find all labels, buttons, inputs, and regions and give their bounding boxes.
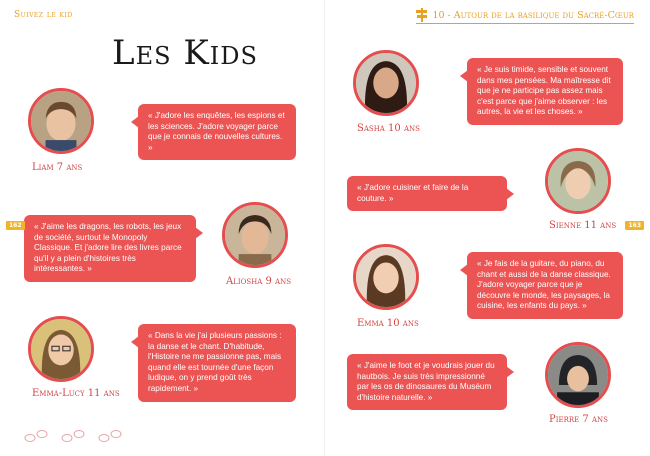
kid-photo-sasha [353, 50, 419, 116]
kid-portrait-icon [356, 247, 416, 307]
kid-photo-liam [28, 88, 94, 154]
quote-bubble: « J'adore cuisiner et faire de la couture. » [347, 176, 507, 211]
page-number: 162 [6, 221, 25, 230]
kid-portrait-icon [548, 345, 608, 405]
footprint-icon [22, 428, 50, 444]
kid-photo-emma-lucy [28, 316, 94, 382]
route-title: 10 - Autour de la basilique du Sacré-Cœur [432, 9, 634, 21]
kid-name: Liam 7 ans [32, 162, 83, 173]
kid-portrait-icon [225, 205, 285, 265]
kid-portrait-icon [548, 151, 608, 211]
quote-bubble: « Dans la vie j'ai plusieurs passions : la danse et le chant. D'habitude, l'Histoire ne me passionne pas, mais quand elle est tournée d'une façon ludique, on y prend goût très rapidement. » [138, 324, 296, 402]
kid-photo-aliosha [222, 202, 288, 268]
quote-bubble: « J'aime les dragons, les robots, les jeux de société, surtout le Monopoly Classique. Et j'adore lire des livres parce qu'il y a plein d'histoires très intéressantes. » [24, 215, 196, 282]
right-page [325, 0, 650, 456]
section-header: Suivez le kid [14, 10, 73, 20]
kid-photo-emma [353, 244, 419, 310]
quote-bubble: « Je suis timide, sensible et souvent dans mes pensées. Ma maîtresse dit que je ne participe pas assez mais c'est parce que j'aime observer : les autres, la vie et les choses. » [467, 58, 623, 125]
kid-portrait-icon [356, 53, 416, 113]
kid-name: Emma 10 ans [357, 318, 419, 329]
quote-bubble: « J'adore les enquêtes, les espions et les sciences. J'adore voyager parce que je connais de nouvelles cultures. » [138, 104, 296, 160]
footprint-icon [96, 428, 124, 444]
page-title: Les Kids [112, 33, 258, 73]
signpost-icon [416, 8, 428, 22]
footprints-decoration [22, 428, 124, 444]
kid-name: Sienne 11 ans [549, 220, 617, 231]
kid-portrait-icon [31, 319, 91, 379]
kid-name: Aliosha 9 ans [226, 276, 292, 287]
kid-name: Pierre 7 ans [549, 414, 608, 425]
kid-name: Sasha 10 ans [357, 123, 420, 134]
quote-bubble: « Je fais de la guitare, du piano, du chant et aussi de la danse classique. J'adore voyager parce que je découvre le monde, les paysages, la cuisine, les enfants du pays. » [467, 252, 623, 319]
kid-photo-sienne [545, 148, 611, 214]
page-number: 163 [625, 221, 644, 230]
route-header [416, 8, 634, 24]
kid-photo-pierre [545, 342, 611, 408]
kid-name: Emma-Lucy 11 ans [32, 388, 120, 399]
quote-bubble: « J'aime le foot et je voudrais jouer du hautbois. Je suis très impressionné par les os de dinosaures du Muséum d'histoire naturelle. » [347, 354, 507, 410]
footprint-icon [59, 428, 87, 444]
kid-portrait-icon [31, 91, 91, 151]
